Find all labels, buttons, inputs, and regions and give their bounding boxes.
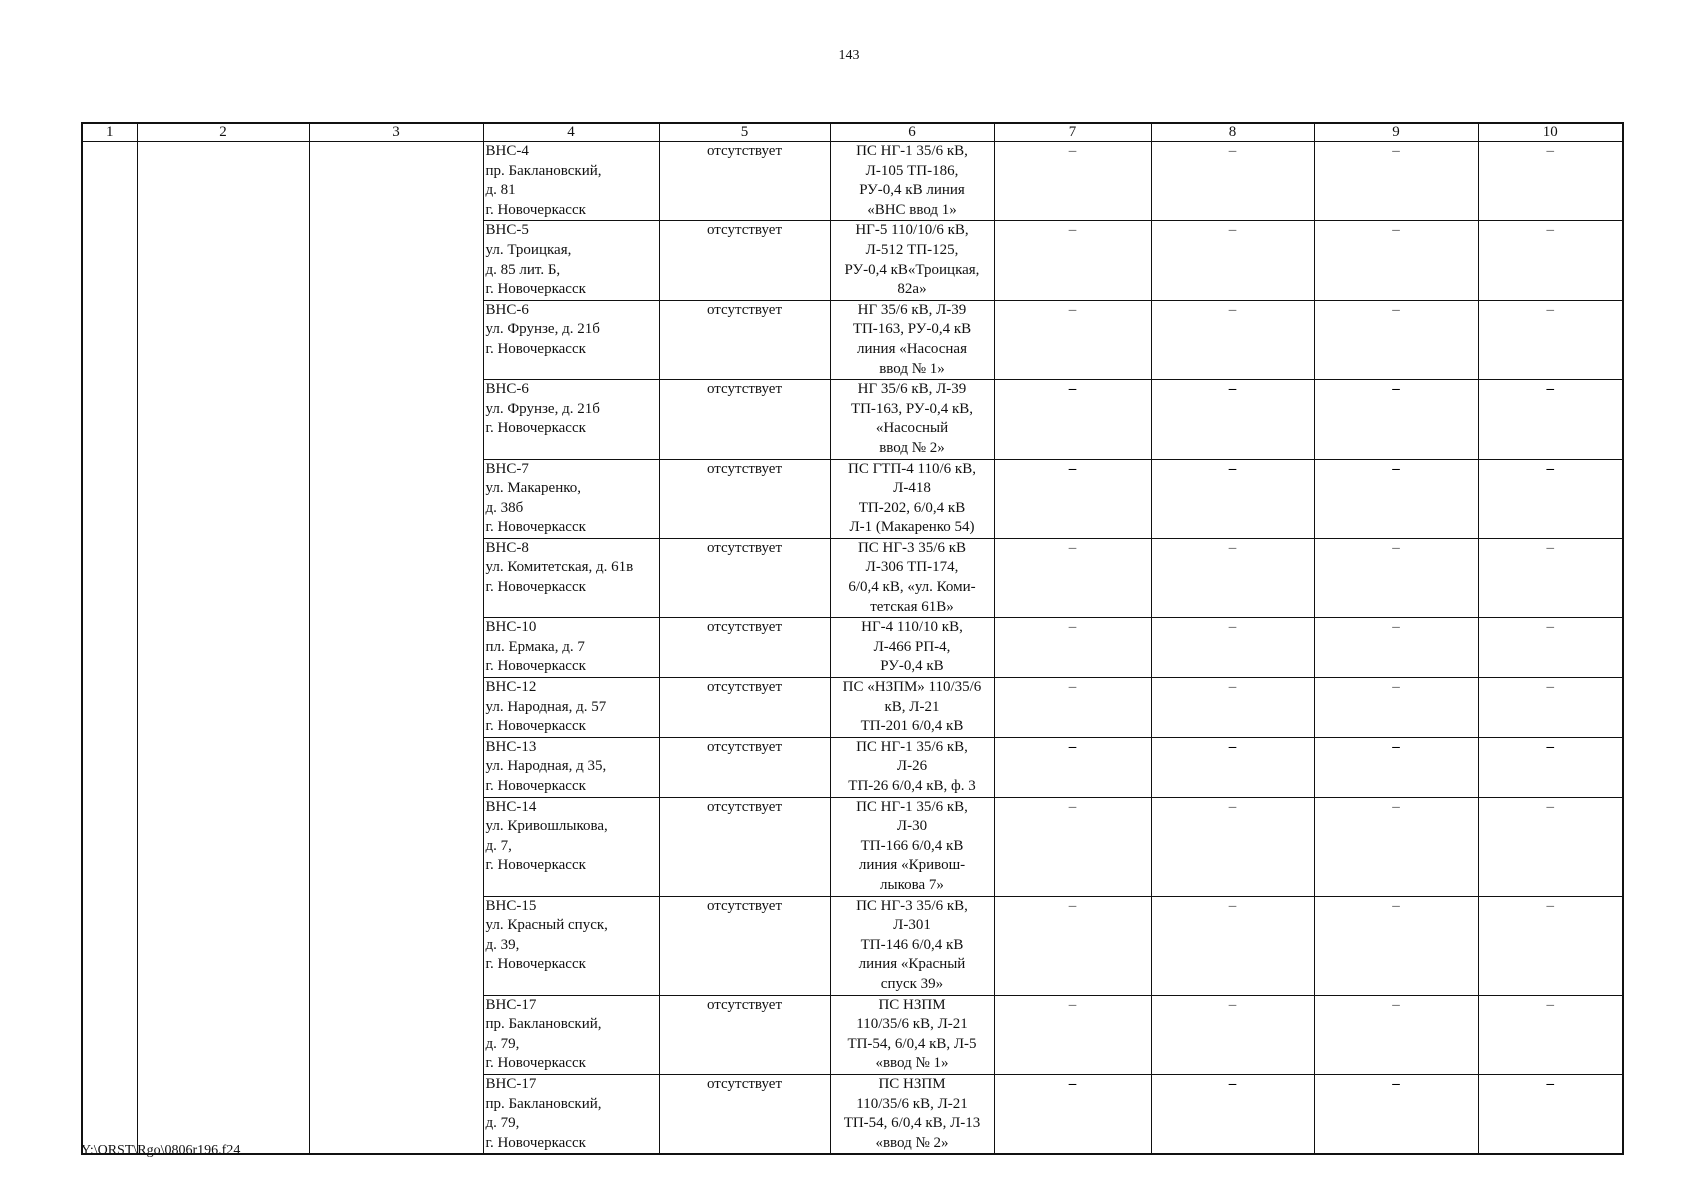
- cell-power-source: ПС НГ-1 35/6 кВ, Л-105 ТП-186, РУ-0,4 кВ линия «ВНС ввод 1»: [830, 142, 994, 221]
- cell-object-name: ВНС-6 ул. Фрунзе, д. 21б г. Новочеркасск: [483, 380, 659, 459]
- column-header: 2: [137, 123, 309, 142]
- cell-col9: –: [1314, 538, 1478, 617]
- column-header: 8: [1151, 123, 1314, 142]
- cell-col8: –: [1151, 678, 1314, 738]
- cell-col9: –: [1314, 142, 1478, 221]
- column-header: 1: [82, 123, 137, 142]
- cell-col1-merged: [82, 142, 137, 1155]
- footer-file-path: Y:\ORST\Rgo\0806r196.f24: [81, 1143, 241, 1158]
- cell-col9: –: [1314, 1074, 1478, 1154]
- cell-power-source: ПС НГ-1 35/6 кВ, Л-30 ТП-166 6/0,4 кВ линия «Кривош- лыкова 7»: [830, 797, 994, 896]
- cell-col7: –: [994, 618, 1151, 678]
- cell-status: отсутствует: [659, 142, 830, 221]
- cell-object-name: ВНС-12 ул. Народная, д. 57 г. Новочеркасск: [483, 678, 659, 738]
- table-row: [82, 142, 1623, 221]
- cell-col8: –: [1151, 995, 1314, 1074]
- cell-object-name: ВНС-13 ул. Народная, д 35, г. Новочеркасск: [483, 737, 659, 797]
- cell-col8: –: [1151, 797, 1314, 896]
- cell-object-name: ВНС-10 пл. Ермака, д. 7 г. Новочеркасск: [483, 618, 659, 678]
- cell-status: отсутствует: [659, 538, 830, 617]
- cell-col8: –: [1151, 459, 1314, 538]
- cell-status: отсутствует: [659, 797, 830, 896]
- cell-power-source: ПС «НЗПМ» 110/35/6 кВ, Л-21 ТП-201 6/0,4 кВ: [830, 678, 994, 738]
- cell-col10: –: [1478, 618, 1623, 678]
- cell-power-source: ПС НГ-3 35/6 кВ Л-306 ТП-174, 6/0,4 кВ, «ул. Коми- тетская 61В»: [830, 538, 994, 617]
- cell-col10: –: [1478, 380, 1623, 459]
- cell-col9: –: [1314, 221, 1478, 300]
- cell-col10: –: [1478, 538, 1623, 617]
- cell-col10: –: [1478, 1074, 1623, 1154]
- cell-col7: –: [994, 995, 1151, 1074]
- cell-col7: –: [994, 737, 1151, 797]
- cell-col7: –: [994, 538, 1151, 617]
- cell-col10: –: [1478, 221, 1623, 300]
- cell-col9: –: [1314, 618, 1478, 678]
- column-header: 6: [830, 123, 994, 142]
- column-header: 10: [1478, 123, 1623, 142]
- cell-power-source: ПС НГ-1 35/6 кВ, Л-26 ТП-26 6/0,4 кВ, ф. 3: [830, 737, 994, 797]
- cell-col10: –: [1478, 896, 1623, 995]
- cell-status: отсутствует: [659, 896, 830, 995]
- cell-col8: –: [1151, 1074, 1314, 1154]
- cell-object-name: ВНС-17 пр. Баклановский, д. 79, г. Новочеркасск: [483, 1074, 659, 1154]
- cell-col2-merged: [137, 142, 309, 1155]
- cell-col3-merged: [309, 142, 483, 1155]
- cell-col9: –: [1314, 678, 1478, 738]
- cell-object-name: ВНС-5 ул. Троицкая, д. 85 лит. Б, г. Новочеркасск: [483, 221, 659, 300]
- cell-power-source: НГ 35/6 кВ, Л-39 ТП-163, РУ-0,4 кВ линия «Насосная ввод № 1»: [830, 300, 994, 379]
- cell-col7: –: [994, 1074, 1151, 1154]
- cell-col7: –: [994, 459, 1151, 538]
- cell-col10: –: [1478, 300, 1623, 379]
- column-header: 4: [483, 123, 659, 142]
- cell-col8: –: [1151, 538, 1314, 617]
- cell-col7: –: [994, 221, 1151, 300]
- cell-col9: –: [1314, 896, 1478, 995]
- cell-col10: –: [1478, 995, 1623, 1074]
- cell-col10: –: [1478, 142, 1623, 221]
- cell-col8: –: [1151, 737, 1314, 797]
- cell-col7: –: [994, 300, 1151, 379]
- cell-power-source: ПС ГТП-4 110/6 кВ, Л-418 ТП-202, 6/0,4 кВ Л-1 (Макаренко 54): [830, 459, 994, 538]
- cell-object-name: ВНС-15 ул. Красный спуск, д. 39, г. Новочеркасск: [483, 896, 659, 995]
- cell-object-name: ВНС-6 ул. Фрунзе, д. 21б г. Новочеркасск: [483, 300, 659, 379]
- cell-power-source: ПС НЗПМ 110/35/6 кВ, Л-21 ТП-54, 6/0,4 кВ, Л-13 «ввод № 2»: [830, 1074, 994, 1154]
- cell-col9: –: [1314, 737, 1478, 797]
- cell-object-name: ВНС-8 ул. Комитетская, д. 61в г. Новочеркасск: [483, 538, 659, 617]
- cell-col10: –: [1478, 459, 1623, 538]
- cell-col7: –: [994, 142, 1151, 221]
- cell-col9: –: [1314, 300, 1478, 379]
- cell-col9: –: [1314, 797, 1478, 896]
- page-number: 143: [838, 48, 860, 63]
- cell-object-name: ВНС-4 пр. Баклановский, д. 81 г. Новочеркасск: [483, 142, 659, 221]
- cell-power-source: ПС НГ-3 35/6 кВ, Л-301 ТП-146 6/0,4 кВ линия «Красный спуск 39»: [830, 896, 994, 995]
- cell-status: отсутствует: [659, 1074, 830, 1154]
- cell-col8: –: [1151, 618, 1314, 678]
- cell-power-source: НГ-4 110/10 кВ, Л-466 РП-4, РУ-0,4 кВ: [830, 618, 994, 678]
- cell-col9: –: [1314, 995, 1478, 1074]
- cell-col7: –: [994, 678, 1151, 738]
- cell-status: отсутствует: [659, 300, 830, 379]
- data-table: [81, 122, 1624, 1155]
- cell-col8: –: [1151, 300, 1314, 379]
- column-header: 7: [994, 123, 1151, 142]
- cell-object-name: ВНС-17 пр. Баклановский, д. 79, г. Новочеркасск: [483, 995, 659, 1074]
- cell-col9: –: [1314, 459, 1478, 538]
- cell-power-source: ПС НЗПМ 110/35/6 кВ, Л-21 ТП-54, 6/0,4 кВ, Л-5 «ввод № 1»: [830, 995, 994, 1074]
- cell-status: отсутствует: [659, 737, 830, 797]
- cell-col7: –: [994, 380, 1151, 459]
- cell-power-source: НГ 35/6 кВ, Л-39 ТП-163, РУ-0,4 кВ, «Насосный ввод № 2»: [830, 380, 994, 459]
- cell-col8: –: [1151, 142, 1314, 221]
- cell-col10: –: [1478, 678, 1623, 738]
- cell-status: отсутствует: [659, 995, 830, 1074]
- cell-col8: –: [1151, 221, 1314, 300]
- header-row: [82, 123, 1623, 142]
- cell-status: отсутствует: [659, 678, 830, 738]
- cell-power-source: НГ-5 110/10/6 кВ, Л-512 ТП-125, РУ-0,4 кВ«Троицкая, 82а»: [830, 221, 994, 300]
- column-header: 3: [309, 123, 483, 142]
- cell-status: отсутствует: [659, 380, 830, 459]
- cell-object-name: ВНС-7 ул. Макаренко, д. 38б г. Новочеркасск: [483, 459, 659, 538]
- cell-status: отсутствует: [659, 221, 830, 300]
- cell-col10: –: [1478, 797, 1623, 896]
- column-header: 5: [659, 123, 830, 142]
- cell-col9: –: [1314, 380, 1478, 459]
- cell-col7: –: [994, 896, 1151, 995]
- cell-col8: –: [1151, 896, 1314, 995]
- cell-status: отсутствует: [659, 618, 830, 678]
- cell-col7: –: [994, 797, 1151, 896]
- cell-status: отсутствует: [659, 459, 830, 538]
- column-header: 9: [1314, 123, 1478, 142]
- cell-col10: –: [1478, 737, 1623, 797]
- cell-col8: –: [1151, 380, 1314, 459]
- table-body: [82, 142, 1623, 1155]
- cell-object-name: ВНС-14 ул. Кривошлыкова, д. 7, г. Новочеркасск: [483, 797, 659, 896]
